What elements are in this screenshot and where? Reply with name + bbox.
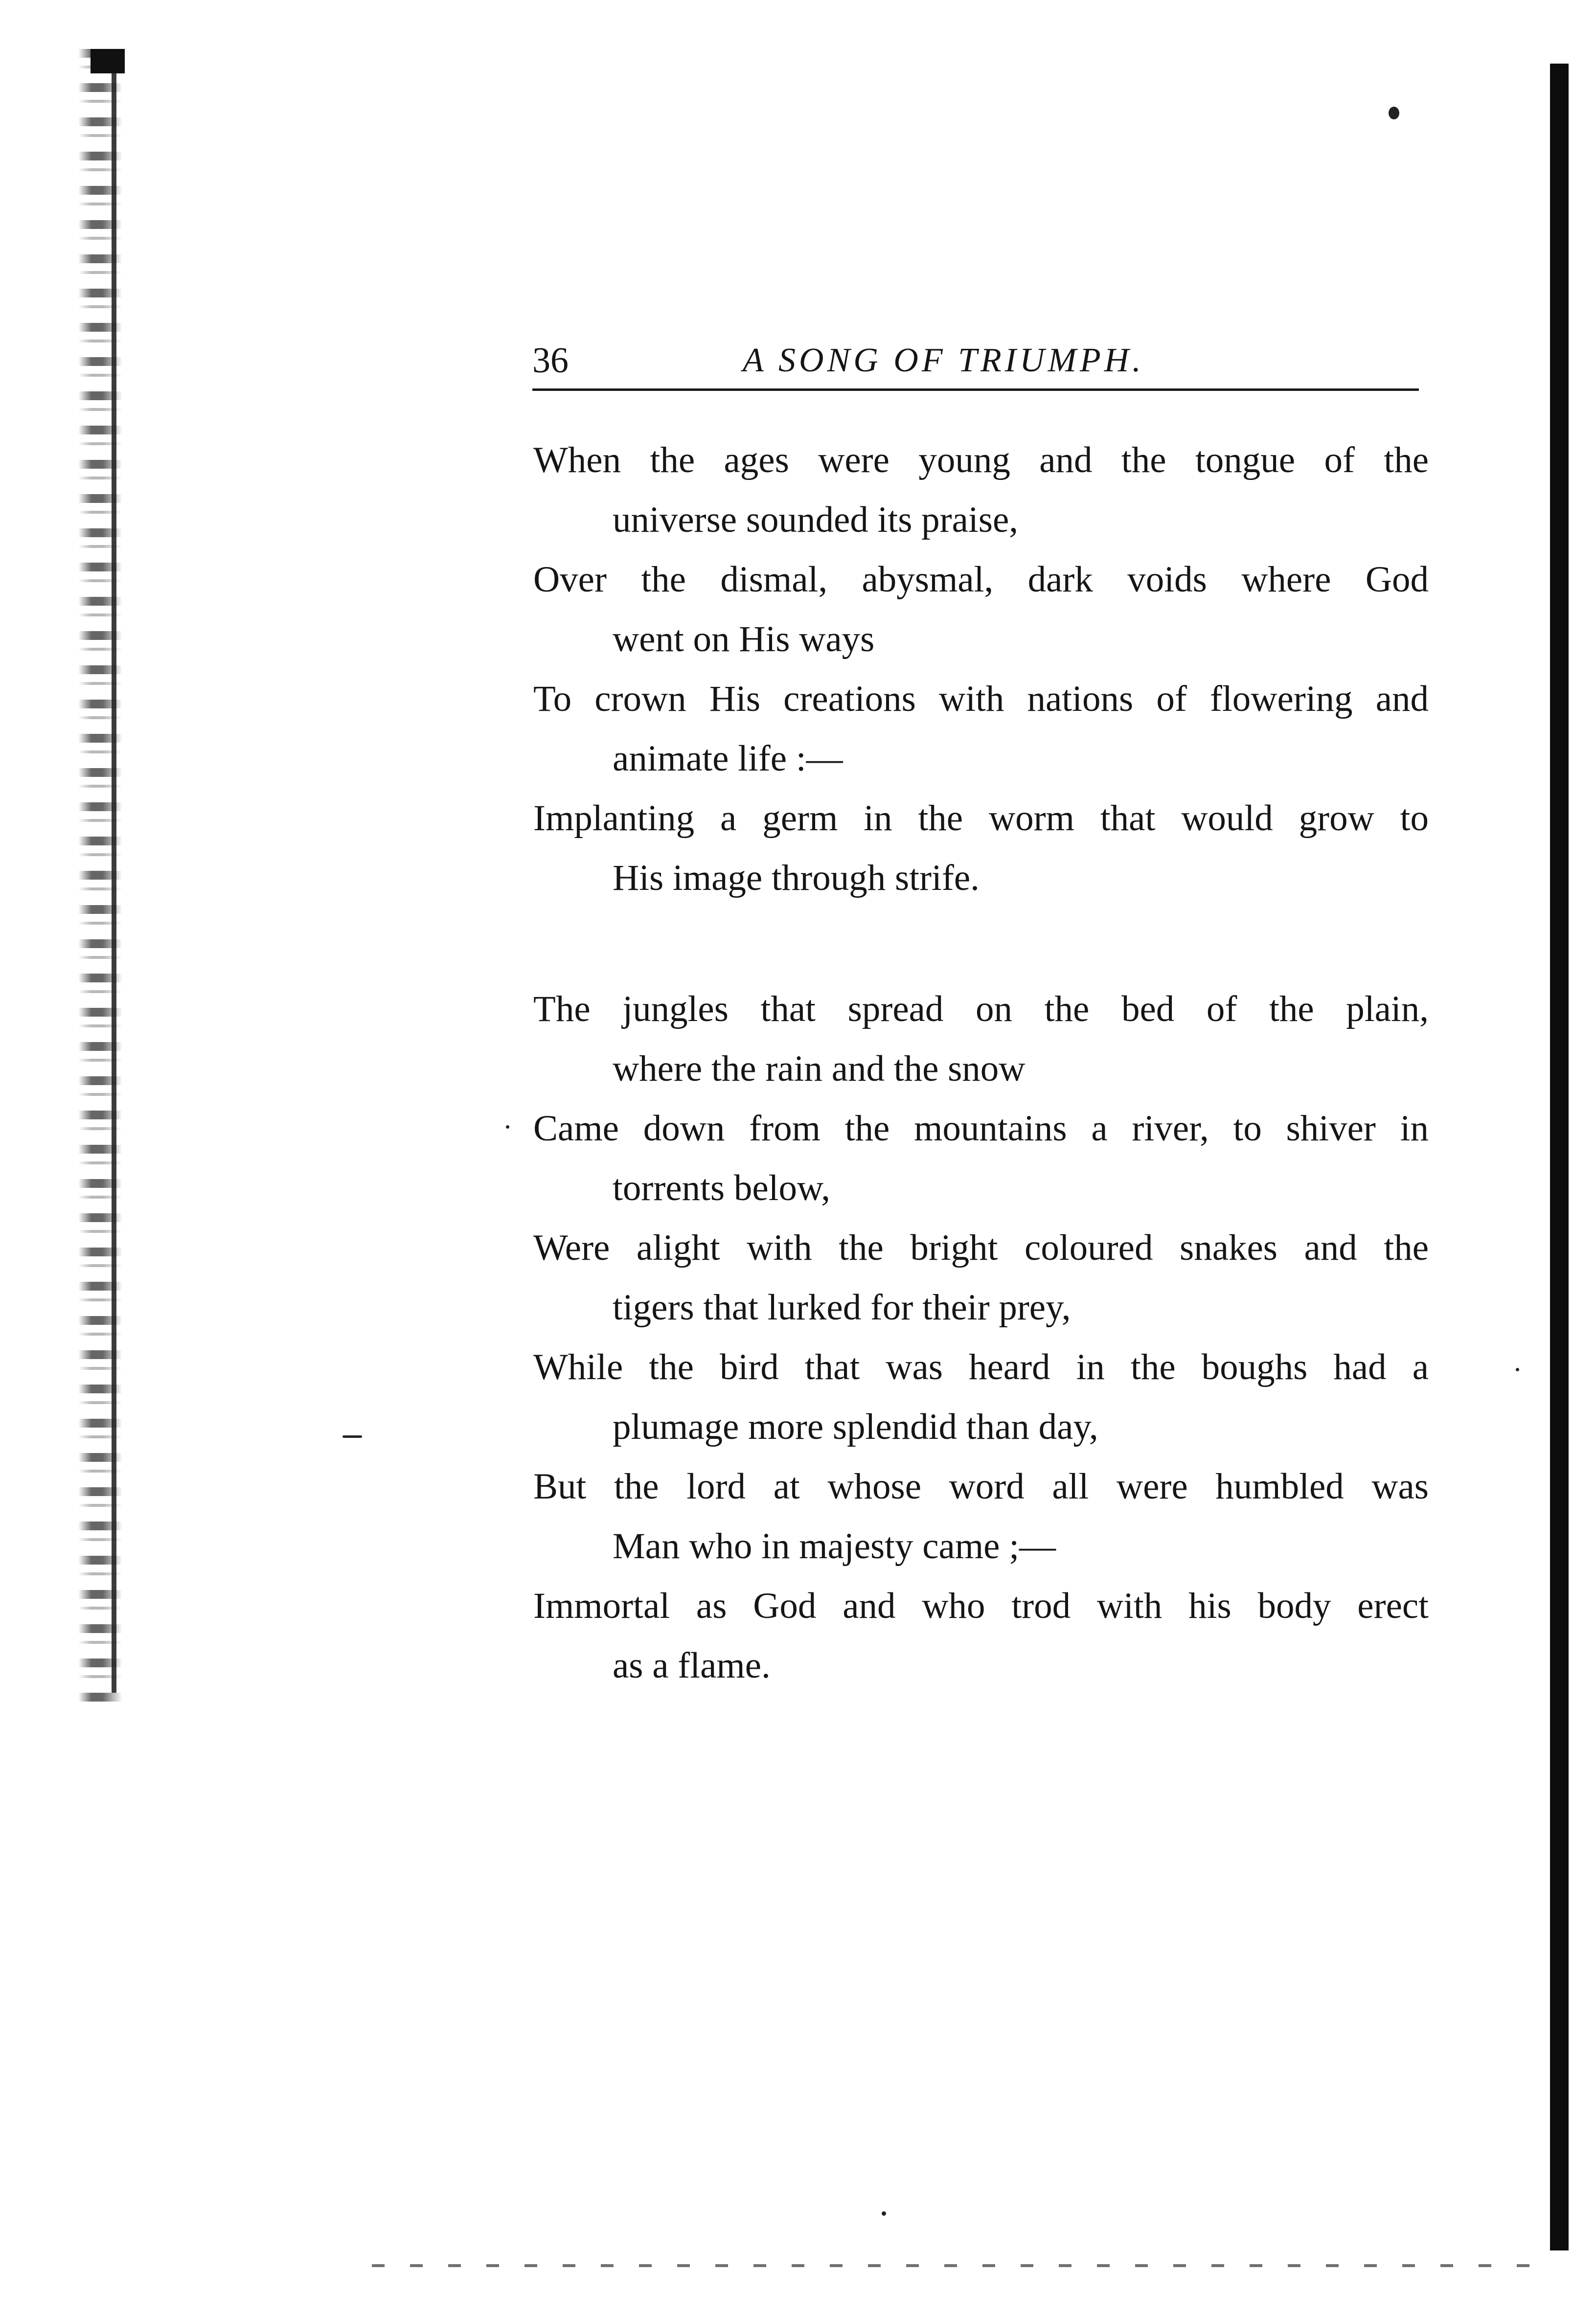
verse-line bbox=[533, 789, 1429, 908]
stanza-1 bbox=[533, 431, 1429, 908]
verse-line bbox=[533, 431, 1429, 550]
verse-line bbox=[533, 979, 1429, 1099]
ink-speck bbox=[506, 1125, 509, 1129]
verse-line-continuation: torrents below, bbox=[613, 1168, 831, 1208]
scan-edge-line-left bbox=[112, 49, 116, 1693]
verse-line-continuation: universe sounded its praise, bbox=[613, 500, 1018, 540]
scan-edge-dashes-bottom bbox=[372, 2264, 1546, 2267]
verse-line-continuation: Man who in majesty came ;— bbox=[613, 1526, 1056, 1567]
running-title: A SONG OF TRIUMPH. bbox=[743, 341, 1144, 379]
verse-line-continuation: animate life :— bbox=[613, 738, 843, 779]
verse-line-continuation: as a flame. bbox=[613, 1645, 771, 1686]
verse-line-continuation: tigers that lurked for their prey, bbox=[613, 1287, 1071, 1328]
verse-line bbox=[533, 1576, 1429, 1696]
verse-line-continuation: His image through strife. bbox=[613, 858, 980, 898]
verse-line-text: The jungles that spread on the bed of the plain, bbox=[533, 989, 1429, 1029]
verse-line bbox=[533, 1338, 1429, 1457]
ink-speck bbox=[1516, 1368, 1519, 1371]
verse-line-text: Over the dismal, abysmal, dark voids where God bbox=[533, 559, 1429, 600]
ink-speck bbox=[342, 1435, 362, 1438]
verse-line-text: Were alight with the bright coloured snakes and the bbox=[533, 1227, 1429, 1268]
verse-line bbox=[533, 1099, 1429, 1218]
verse-line-text: To crown His creations with nations of flowering and bbox=[533, 679, 1429, 719]
page-number: 36 bbox=[532, 341, 569, 381]
stanza-2 bbox=[533, 979, 1429, 1696]
ink-speck bbox=[882, 2211, 886, 2216]
verse-line-text: Immortal as God and who trod with his body erect bbox=[533, 1586, 1429, 1626]
verse-line-text: Came down from the mountains a river, to shiver in bbox=[533, 1108, 1429, 1149]
ink-speck bbox=[1389, 107, 1399, 119]
scan-edge-mark-left bbox=[91, 49, 125, 73]
verse-line-continuation: plumage more splendid than day, bbox=[613, 1407, 1098, 1447]
verse-line-text: Implanting a germ in the worm that would grow to bbox=[533, 798, 1429, 839]
scan-edge-bar-right bbox=[1550, 64, 1569, 2250]
verse-line-text: But the lord at whose word all were humbled was bbox=[533, 1466, 1429, 1507]
verse-line-continuation: went on His ways bbox=[613, 619, 875, 659]
verse-line bbox=[533, 550, 1429, 669]
poem-body bbox=[533, 431, 1429, 1696]
verse-line bbox=[533, 1218, 1429, 1338]
verse-line bbox=[533, 1457, 1429, 1576]
verse-line bbox=[533, 669, 1429, 789]
verse-line-text: When the ages were young and the tongue of the bbox=[533, 440, 1429, 480]
verse-line-continuation: where the rain and the snow bbox=[613, 1048, 1026, 1089]
verse-line-text: While the bird that was heard in the boughs had a bbox=[533, 1347, 1429, 1387]
running-head bbox=[532, 331, 1419, 391]
